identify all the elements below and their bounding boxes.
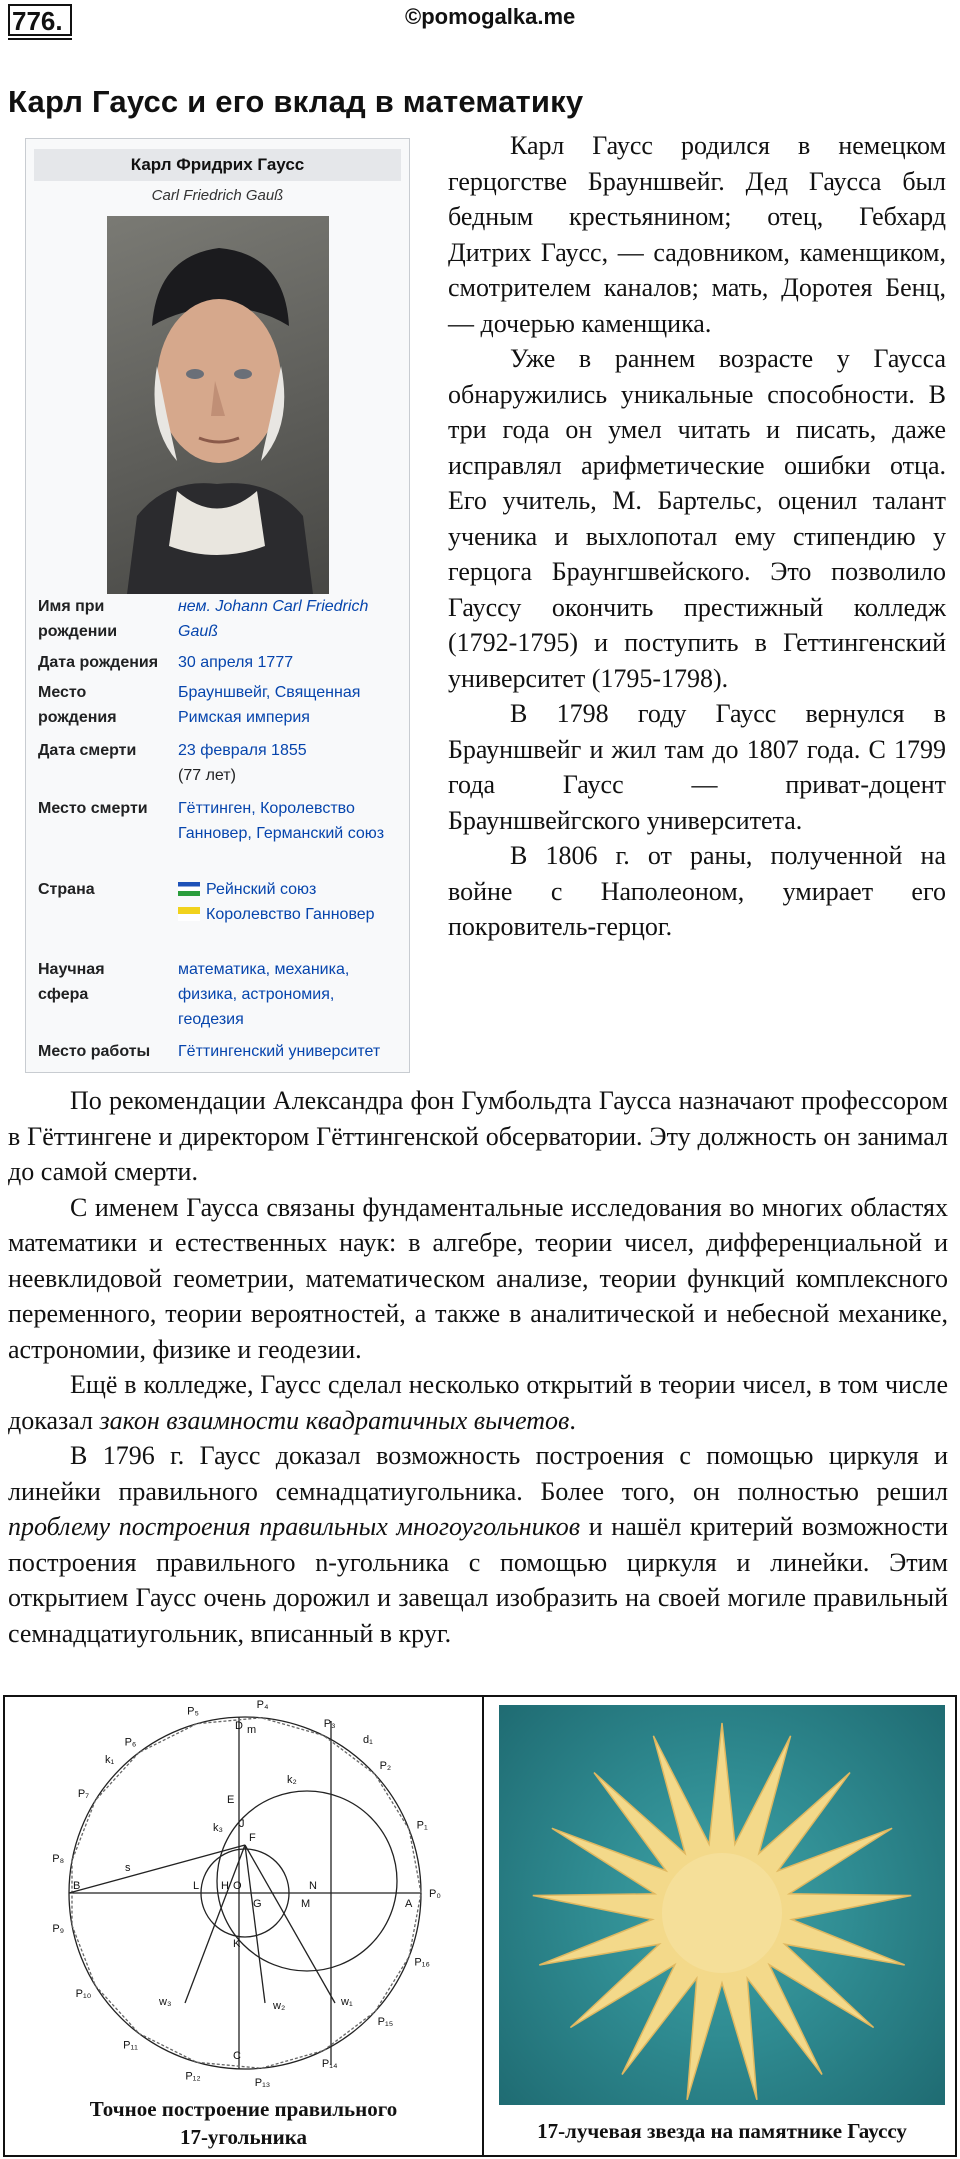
country-2[interactable] [178, 902, 403, 927]
polygon-side [139, 2033, 197, 2062]
point-label: P₄ [256, 1698, 269, 1711]
construction-label: w₁ [341, 1996, 353, 2008]
point-label: P₈ [52, 1853, 65, 1866]
row-label: Научная сфера [38, 961, 105, 1003]
polygon-side [261, 2051, 323, 2069]
point-label: P₁₄ [321, 2058, 338, 2071]
portrait-illustration [107, 216, 329, 594]
construction-label: B [73, 1880, 81, 1892]
p8-text-b: и нашёл критерий возможности построения правильного n-угольника с помощью циркуля и линейки. Этим открытием Гаусс очень дорожил и завещал изобразить на своей могиле правильный семнадцатиугольник, вписанный в круг. [8, 1512, 949, 1648]
row-label: Место смерти [38, 800, 148, 817]
construction-label: k₃ [213, 1822, 223, 1834]
infobox-name: Карл Фридрих Гаусс [34, 149, 401, 181]
point-label: P₁₃ [254, 2077, 271, 2090]
text-full-width [8, 1083, 948, 1651]
construction-label: C [233, 2050, 241, 2062]
construction-label: w₃ [159, 1996, 172, 2008]
left-caption-line-2: 17-угольника [179, 2125, 308, 2149]
infobox-original-name: Carl Friedrich Gauß [151, 187, 284, 204]
line-w2 [245, 1845, 265, 2003]
row-label: Дата смерти [38, 742, 137, 759]
workplace-link[interactable]: Гёттингенский университет [178, 1043, 381, 1060]
construction-label: E [227, 1794, 235, 1806]
exercise-number: 776. [8, 4, 72, 36]
construction-label: D [235, 1720, 243, 1732]
infobox [25, 138, 410, 1073]
point-label: P₉ [52, 1922, 65, 1935]
rhine-flag-icon [178, 882, 200, 896]
text-column-right [448, 128, 946, 945]
row-value[interactable]: нем. Johann Carl Friedrich Gauß [178, 598, 369, 640]
construction-label: G [253, 1898, 262, 1910]
paragraph-4: В 1806 г. от раны, полученной на войне с Наполеоном, умирает его покровитель-герцог. [448, 841, 946, 941]
line-w3 [185, 1845, 245, 2003]
row-label: Имя при рождении [38, 598, 118, 640]
polygon-side [95, 1986, 139, 2034]
line-w1 [245, 1845, 335, 2003]
point-label: P₀ [429, 1888, 441, 1900]
p8-italic: проблему построения правильных многоугольников [8, 1512, 581, 1541]
construction-label: O [233, 1880, 242, 1892]
paragraph-8 [8, 1438, 948, 1651]
p7-italic: закон взаимности квадратичных вычетов [99, 1405, 570, 1435]
figure-divider [482, 1697, 484, 2155]
polygon-side [72, 1800, 95, 1860]
point-label: P₁₂ [185, 2070, 201, 2083]
construction-label: L [193, 1880, 200, 1892]
point-label: P₆ [124, 1736, 137, 1749]
paragraph-6: С именем Гаусса связаны фундаментальные исследования во многих областях математики и естественных наук: в алгебре, теории чисел, дифференциальной и неевклидовой геометрии, математическом анализе, теории функций комплексного переменного, теории вероятностей, а также в аналитической и небесной механике, астрономии, физике и геодезии. [8, 1192, 948, 1364]
p8-text-a: В 1796 г. Гаусс доказал возможность построения с помощью циркуля и линейки правильного семнадцатиугольника. Более того, он полностью решил [8, 1441, 948, 1506]
field-links[interactable]: математика, механика, физика, астрономия, геодезия [178, 961, 350, 1028]
construction-label: k₂ [287, 1774, 297, 1786]
portrait-image [107, 216, 329, 594]
p7-text-a: Ещё в колледже, Гаусс сделал несколько открытий в теории чисел, в том числе доказал [8, 1370, 948, 1435]
death-place-link[interactable]: Гёттинген, Королевство Ганновер, Германский союз [178, 800, 385, 842]
row-label: Место рождения [38, 684, 117, 726]
point-label: P₁₆ [414, 1956, 430, 1969]
polygon-side [95, 1753, 139, 1801]
point-label: P₇ [77, 1787, 90, 1800]
right-caption: 17-лучевая звезда на памятнике Гауссу [537, 2119, 907, 2143]
paragraph-3: В 1798 году Гаусс вернулся в Брауншвейг и жил там до 1807 года. С 1799 года Гаусс — приват-доцент Брауншвейгского университета. [448, 699, 946, 835]
polygon-side [72, 1925, 95, 1985]
construction-label: F [249, 1832, 256, 1844]
page-title: Карл Гаусс и его вклад в математику [8, 84, 584, 119]
country-1[interactable] [178, 877, 403, 902]
construction-label: d₁ [363, 1734, 373, 1746]
point-label: P₁ [416, 1819, 428, 1832]
polygon-side [409, 1829, 421, 1893]
construction-label: k₁ [105, 1754, 115, 1766]
paragraph-2: Уже в раннем возрасте у Гаусса обнаружились уникальные способности. В три года он умел читать и писать, даже исправлял арифметические ошибки отца. Его учитель, М. Бартельс, оценил талант ученика и выхлопотал ему стипендию у герцога Браунгшвейского. Это позволило Гауссу окончить престижный колледж (1792-1795) и поступить в Геттингенский университет (1795-1798). [448, 344, 946, 693]
polygon-side [139, 1724, 197, 1753]
point-label: P₁₅ [377, 2016, 394, 2029]
point-label: P₂ [379, 1759, 392, 1772]
paragraph-1: Карл Гаусс родился в немецком герцогстве Брауншвейг. Дед Гаусса был бедным крестьянином; отец, Гебхард Дитрих Гаусс, — садовником, каменщиком, смотрителем каналов; мать, Доротея Бенц, — дочерью каменщика. [448, 131, 946, 338]
construction-label: w₂ [273, 2000, 286, 2012]
star-photo [499, 1705, 945, 2105]
polygon-side [375, 1957, 409, 2012]
construction-label: H [221, 1880, 229, 1892]
polygon-side [261, 1718, 323, 1736]
construction-label: M [301, 1898, 311, 1910]
construction-label: K [233, 1938, 241, 1950]
country-2-label: Королевство Ганновер [206, 906, 375, 923]
death-date-link[interactable]: 23 февраля 1855 [178, 742, 307, 759]
birth-place-link[interactable]: Брауншвейг, Священная Римская империя [178, 684, 361, 726]
left-caption-line-1: Точное построение правильного [89, 2097, 398, 2121]
construction-label: m [247, 1724, 257, 1736]
construction-label: s [125, 1862, 131, 1874]
birth-date-link[interactable]: 30 апреля 1777 [178, 654, 294, 671]
point-label: P₁₀ [75, 1988, 92, 2001]
row-label: Дата рождения [38, 654, 159, 671]
point-label: P₅ [187, 1705, 199, 1718]
star-illustration [499, 1705, 945, 2105]
country-1-label: Рейнский союз [206, 881, 317, 898]
hanover-flag-icon [178, 907, 200, 921]
construction-label: J [239, 1818, 245, 1830]
point-label: P₃ [323, 1717, 336, 1730]
left-caption [5, 2095, 482, 2151]
construction-label: A [405, 1898, 413, 1910]
point-label: P₁₁ [123, 2039, 138, 2052]
line-s [69, 1845, 245, 1893]
paragraph-5: По рекомендации Александра фон Гумбольдта Гаусса назначают профессором в Гёттингене и директором Гёттингенской обсерватории. Эту должность он занимал до самой смерти. [8, 1086, 948, 1186]
p7-text-b: . [569, 1405, 576, 1435]
figures-table [3, 1695, 957, 2157]
number-underline [8, 38, 72, 40]
site-watermark: ©pomogalka.me [405, 4, 576, 29]
polygon-side [375, 1774, 409, 1829]
paragraph-7 [8, 1367, 948, 1438]
row-label: Место работы [38, 1043, 151, 1060]
row-label: Страна [38, 881, 95, 898]
construction-label: N [309, 1880, 317, 1892]
age-at-death: (77 лет) [178, 767, 236, 784]
heptadecagon-construction-diagram [5, 1697, 482, 2097]
country-values [178, 877, 403, 927]
